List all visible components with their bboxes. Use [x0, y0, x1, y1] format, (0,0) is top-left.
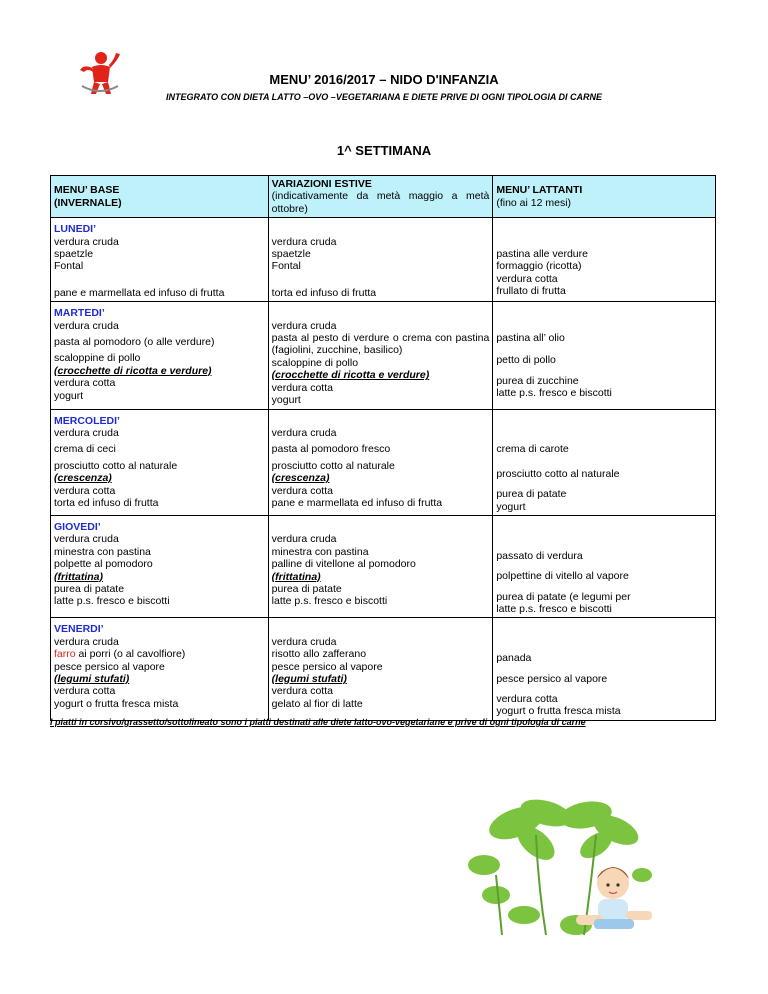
dish: latte p.s. fresco e biscotti: [496, 602, 612, 615]
footnote: I piatti in corsivo/grassetto/sottolineato sono i piatti destinati alle diete latto-ovo-vegetariane e prive di ogni tipologia di carne: [50, 717, 586, 727]
day-name: GIOVEDI’: [54, 520, 101, 533]
dish: pasta al pomodoro fresco: [271, 443, 391, 456]
dish: pasta al pesto di verdure o crema con pastina (fagiolini, zucchine, basilico): [271, 332, 490, 357]
cell-base: [51, 618, 269, 720]
dish: prosciutto cotto al naturale: [271, 459, 395, 472]
menu-table: [50, 175, 716, 721]
dish: verdura cotta: [54, 377, 116, 390]
dish-vegetarian: (crocchette di ricotta e verdure): [271, 369, 430, 382]
dish: polpettine di vitello al vapore: [496, 570, 629, 583]
clover-child-illustration: [466, 795, 678, 945]
dish: purea di zucchine: [496, 374, 579, 387]
dish: latte p.s. fresco e biscotti: [54, 595, 170, 608]
table-header-row: [51, 176, 716, 218]
dish: verdura cotta: [271, 685, 333, 698]
day-name: MERCOLEDI’: [54, 414, 120, 427]
dish: pesce persico al vapore: [271, 660, 383, 673]
cell-summer: [268, 618, 493, 720]
col-base-header: [51, 176, 269, 218]
dish: yogurt o frutta fresca mista: [496, 705, 621, 718]
page-title: MENU’ 2016/2017 – NIDO D'INFANZIA: [269, 72, 499, 87]
dish-line: [54, 648, 265, 660]
cell-infant: [493, 218, 716, 302]
dish: verdura cotta: [271, 381, 333, 394]
dish: risotto allo zafferano: [271, 648, 367, 661]
dish: pastina alle verdure: [496, 248, 588, 261]
dish: purea di patate: [54, 582, 125, 595]
cell-base: [51, 302, 269, 409]
dish: crema di carote: [496, 443, 569, 456]
dish: purea di patate: [271, 582, 342, 595]
cell-base: [51, 409, 269, 515]
dish: scaloppine di pollo: [271, 356, 359, 369]
cell-infant: [493, 409, 716, 515]
dish-vegetarian: (crescenza): [271, 472, 330, 485]
dish: verdura cotta: [54, 484, 116, 497]
dish: panada: [496, 652, 532, 665]
dish: passato di verdura: [496, 549, 583, 562]
dish: ai porri (o al cavolfiore): [75, 648, 186, 661]
dish: crema di ceci: [54, 443, 116, 456]
cell-infant: [493, 618, 716, 720]
dish: verdura cruda: [271, 426, 337, 439]
dish: yogurt: [496, 500, 526, 513]
dish: petto di pollo: [496, 354, 556, 367]
table-row-wednesday: [51, 409, 716, 515]
dish: Fontal: [54, 260, 84, 273]
dish: verdura cruda: [271, 635, 337, 648]
dish: gelato al fior di latte: [271, 697, 363, 710]
dish: yogurt: [271, 394, 301, 407]
dish: torta ed infuso di frutta: [271, 286, 377, 299]
dish: latte p.s. fresco e biscotti: [496, 387, 612, 400]
dish: scaloppine di pollo: [54, 352, 141, 365]
dish: yogurt: [54, 389, 84, 402]
cell-summer: [268, 218, 493, 302]
cell-base: [51, 218, 269, 302]
cell-base: [51, 515, 269, 617]
day-name: VENERDI’: [54, 623, 104, 636]
day-name: MARTEDI’: [54, 307, 105, 320]
cell-summer: [268, 409, 493, 515]
col-base-sub: (INVERNALE): [54, 196, 122, 209]
dish-vegetarian: (legumi stufati): [271, 673, 347, 685]
dish-vegetarian: (legumi stufati): [54, 673, 130, 685]
dish: pane e marmellata ed infuso di frutta: [54, 286, 225, 299]
dish-vegetarian: (crescenza): [54, 472, 112, 485]
week-title: 1^ SETTIMANA: [336, 143, 432, 158]
dish: pesce persico al vapore: [496, 672, 608, 685]
col-infant-sub: (fino ai 12 mesi): [496, 196, 572, 209]
dish: verdura cruda: [54, 426, 119, 439]
day-name: LUNEDI’: [54, 223, 96, 236]
table-row-monday: [51, 218, 716, 302]
dish: pastina all’ olio: [496, 332, 565, 345]
dish: yogurt o frutta fresca mista: [54, 697, 179, 710]
dish-vegetarian: (crocchette di ricotta e verdure): [54, 364, 212, 377]
cell-infant: [493, 515, 716, 617]
cell-summer: [268, 515, 493, 617]
dish: verdura cruda: [271, 319, 337, 332]
dish-vegetarian: (frittatina): [54, 570, 103, 583]
dish: purea di patate: [496, 488, 567, 501]
dish: verdura cotta: [54, 685, 116, 698]
dish: pasta al pomodoro (o alle verdure): [54, 336, 215, 349]
dish: torta ed infuso di frutta: [54, 496, 159, 509]
dish: pesce persico al vapore: [54, 660, 165, 673]
dish: spaetzle: [271, 248, 311, 261]
dish: spaetzle: [54, 248, 94, 261]
dish: polpette al pomodoro: [54, 558, 153, 571]
col-infant-header: [493, 176, 716, 218]
dish: pane e marmellata ed infuso di frutta: [271, 496, 443, 509]
dish: palline di vitellone al pomodoro: [271, 558, 416, 571]
col-infant-title: MENU’ LATTANTI: [496, 184, 583, 197]
col-summer-header: [268, 176, 493, 218]
table-row-thursday: [51, 515, 716, 617]
cell-summer: [268, 302, 493, 409]
table-row-friday: [51, 618, 716, 720]
dish: verdura cruda: [271, 235, 337, 248]
dish: minestra con pastina: [271, 545, 369, 558]
col-summer-sub: (indicativamente da metà maggio a metà ottobre): [271, 190, 490, 215]
dish: verdura cruda: [54, 533, 119, 546]
dish: verdura cotta: [496, 693, 558, 705]
dish: prosciutto cotto al naturale: [54, 459, 178, 472]
dish: verdura cruda: [54, 635, 119, 648]
dish: minestra con pastina: [54, 545, 151, 558]
dish: Fontal: [271, 260, 301, 273]
dish: verdura cruda: [54, 319, 119, 332]
col-base-title: MENU’ BASE: [54, 184, 120, 197]
col-summer-title: VARIAZIONI ESTIVE: [271, 178, 372, 190]
dish: purea di patate (e legumi per: [496, 590, 631, 603]
dish: verdura cruda: [54, 235, 119, 248]
dish: prosciutto cotto al naturale: [496, 467, 620, 480]
dish: frullato di frutta: [496, 285, 566, 298]
dish: verdura cotta: [271, 484, 333, 497]
dish: verdura cruda: [271, 533, 337, 546]
dish: verdura cotta: [496, 272, 558, 285]
page-subtitle: INTEGRATO CON DIETA LATTO –OVO –VEGETARIANA E DIETE PRIVE DI OGNI TIPOLOGIA DI CARNE: [165, 92, 603, 102]
cell-infant: [493, 302, 716, 409]
dish: formaggio (ricotta): [496, 260, 582, 273]
table-row-tuesday: [51, 302, 716, 409]
dish-highlight: farro: [54, 648, 76, 661]
dish: latte p.s. fresco e biscotti: [271, 595, 388, 608]
dish-vegetarian: (frittatina): [271, 570, 321, 583]
